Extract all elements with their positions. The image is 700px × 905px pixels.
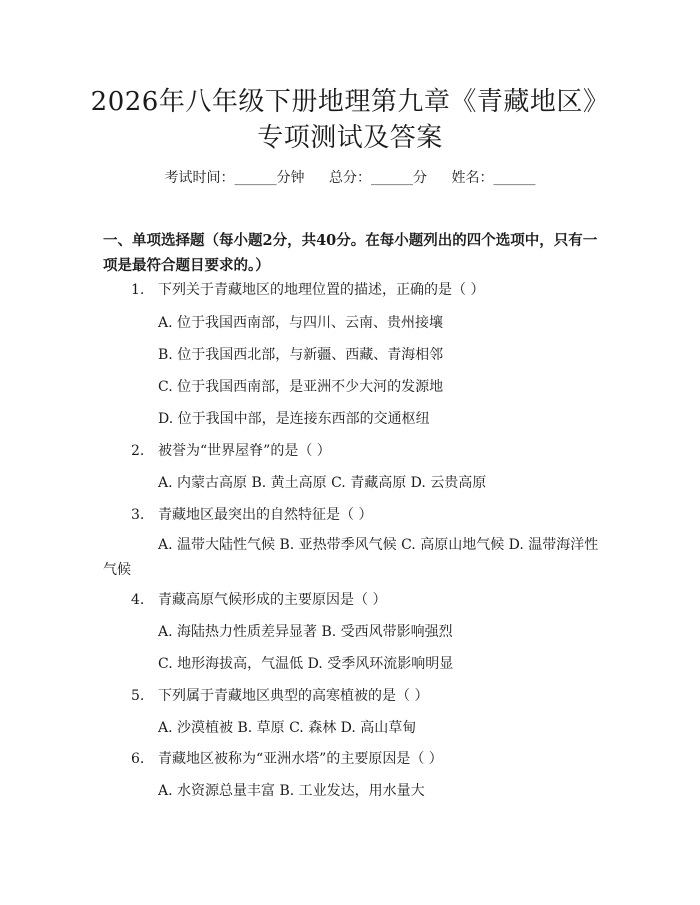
option: B. 位于我国西北部，与新疆、西藏、青海相邻	[158, 347, 444, 363]
question-2	[131, 440, 611, 462]
question-5	[131, 685, 611, 707]
page-subtitle: 专项测试及答案	[257, 123, 443, 153]
exam-time: 考试时间：______分钟	[164, 170, 305, 186]
question-number: 4.	[131, 592, 145, 608]
question-text: 被誉为“世界屋脊”的是（ ）	[158, 443, 331, 459]
question-text: 下列关于青藏地区的地理位置的描述，正确的是（ ）	[158, 282, 485, 298]
question-number: 1.	[131, 282, 145, 298]
section-heading: 一、单项选择题（每小题2分，共40分。在每小题列出的四个选项中，只有一项是最符合题目要求的。）	[103, 232, 598, 274]
question-number: 2.	[131, 443, 145, 459]
question-6	[131, 748, 611, 770]
question-number: 5.	[131, 688, 145, 704]
student-name: 姓名：______	[451, 170, 536, 186]
page-title: 2026年八年级下册地理第九章《青藏地区》	[90, 87, 610, 117]
question-4	[131, 589, 611, 611]
question-text: 青藏地区最突出的自然特征是（ ）	[158, 507, 373, 523]
exam-score: 总分：______分	[329, 170, 427, 186]
option: C. 位于我国西南部，是亚洲不少大河的发源地	[158, 379, 444, 395]
option: A. 内蒙古高原 B. 黄土高原 C. 青藏高原 D. 云贵高原	[158, 475, 487, 491]
option: A. 海陆热力性质差异显著 B. 受西风带影响强烈	[158, 624, 453, 640]
option: A. 水资源总量丰富 B. 工业发达，用水量大	[158, 783, 425, 799]
exam-info	[0, 168, 700, 188]
question-3	[131, 504, 611, 526]
question-number: 3.	[131, 507, 145, 523]
option: A. 沙漠植被 B. 草原 C. 森林 D. 高山草甸	[158, 720, 417, 736]
option: D. 位于我国中部，是连接东西部的交通枢纽	[158, 411, 430, 427]
question-text: 下列属于青藏地区典型的高寒植被的是（ ）	[158, 688, 429, 704]
option: A. 温带大陆性气候 B. 亚热带季风气候 C. 高原山地气候 D. 温带海洋性气候	[103, 537, 599, 578]
option: A. 位于我国西南部，与四川、云南、贵州接壤	[158, 315, 444, 331]
question-text: 青藏高原气候形成的主要原因是（ ）	[158, 592, 387, 608]
question-text: 青藏地区被称为“亚洲水塔”的主要原因是（ ）	[158, 751, 443, 767]
question-1	[131, 279, 611, 301]
option: C. 地形海拔高，气温低 D. 受季风环流影响明显	[158, 656, 454, 672]
question-number: 6.	[131, 751, 145, 767]
